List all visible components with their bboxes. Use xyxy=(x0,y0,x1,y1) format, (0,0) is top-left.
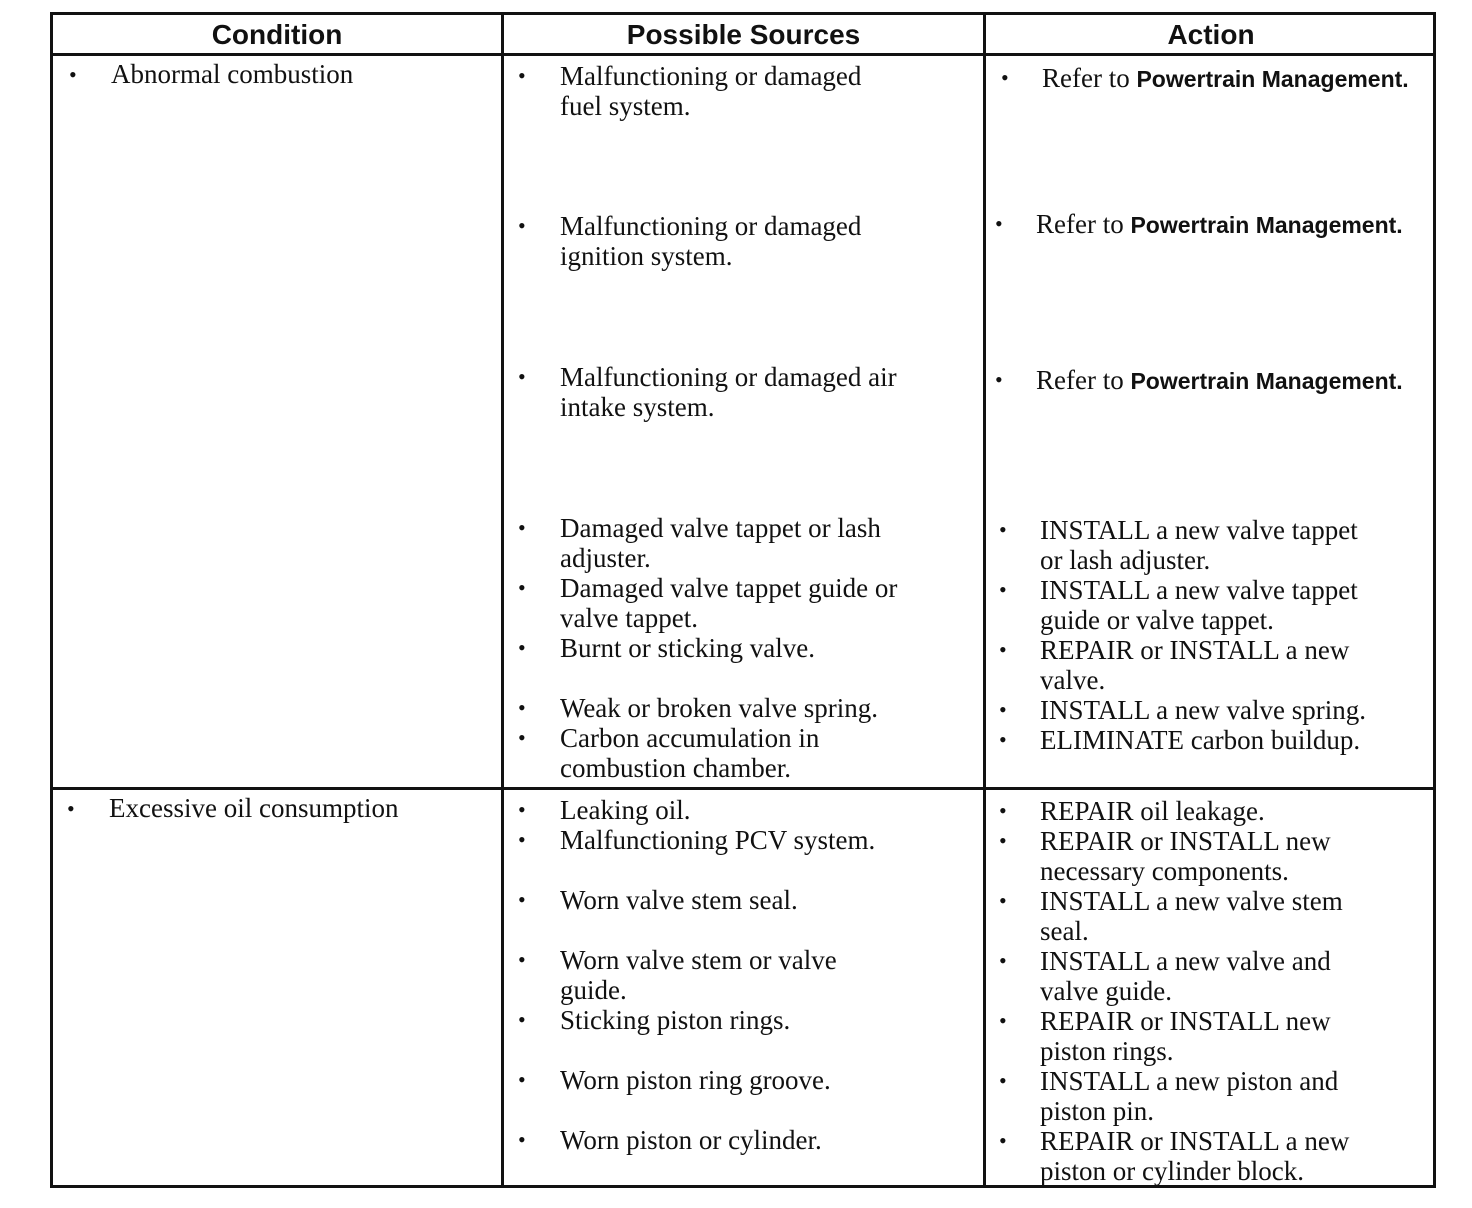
bullet-icon: • xyxy=(999,1068,1007,1093)
source-item: Damaged valve tappet guide or valve tappet. xyxy=(560,573,898,633)
bullet-icon: • xyxy=(518,1127,526,1152)
source-item: Worn valve stem or valve guide. xyxy=(560,945,837,1005)
header-action: Action xyxy=(1167,19,1255,50)
source-item: Damaged valve tappet or lash adjuster. xyxy=(560,513,881,573)
action-item: INSTALL a new valve stem seal. xyxy=(1040,886,1343,946)
bullet-icon: • xyxy=(999,637,1007,662)
bullet-icon: • xyxy=(518,63,526,88)
column-divider xyxy=(983,15,986,1185)
bullet-icon: • xyxy=(999,697,1007,722)
source-item: Malfunctioning PCV system. xyxy=(560,825,876,855)
bullet-icon: • xyxy=(518,887,526,912)
source-item: Carbon accumulation in combustion chamber. xyxy=(560,723,820,783)
bullet-icon: • xyxy=(518,1007,526,1032)
action-item: INSTALL a new piston and piston pin. xyxy=(1040,1066,1339,1126)
bullet-icon: • xyxy=(999,888,1007,913)
action-item: INSTALL a new valve tappet or lash adjuster. xyxy=(1040,515,1358,575)
action-item: REPAIR or INSTALL new piston rings. xyxy=(1040,1006,1331,1066)
action-item: REPAIR or INSTALL new necessary components. xyxy=(1040,826,1331,886)
source-item: Malfunctioning or damaged air intake system. xyxy=(560,362,897,422)
bullet-icon: • xyxy=(999,828,1007,853)
condition-text: Abnormal combustion xyxy=(111,59,354,89)
header-possible-sources: Possible Sources xyxy=(626,19,861,50)
bullet-icon: • xyxy=(999,577,1007,602)
bullet-icon: • xyxy=(518,827,526,852)
row-divider xyxy=(53,787,1433,790)
action-item: INSTALL a new valve tappet guide or valve tappet. xyxy=(1040,575,1358,635)
bullet-icon: • xyxy=(995,367,1003,392)
source-item: Worn valve stem seal. xyxy=(560,885,798,915)
source-item: Malfunctioning or damaged ignition system. xyxy=(560,211,862,271)
source-item: Worn piston or cylinder. xyxy=(560,1125,822,1155)
column-divider xyxy=(501,15,504,1185)
bullet-icon: • xyxy=(999,517,1007,542)
action-item: Refer to Powertrain Management. xyxy=(1036,365,1403,395)
bullet-icon: • xyxy=(999,727,1007,752)
bullet-icon: • xyxy=(518,1067,526,1092)
source-item: Sticking piston rings. xyxy=(560,1005,791,1035)
source-item: Burnt or sticking valve. xyxy=(560,633,815,663)
diagnosis-table xyxy=(50,12,1436,1188)
bullet-icon: • xyxy=(518,575,526,600)
bullet-icon: • xyxy=(518,695,526,720)
action-item: INSTALL a new valve and valve guide. xyxy=(1040,946,1331,1006)
bullet-icon: • xyxy=(999,948,1007,973)
action-item: Refer to Powertrain Management. xyxy=(1042,63,1409,93)
action-item: REPAIR or INSTALL a new piston or cylinder block. xyxy=(1040,1126,1350,1186)
bullet-icon: • xyxy=(67,796,75,821)
bullet-icon: • xyxy=(518,515,526,540)
bullet-icon: • xyxy=(518,635,526,660)
bullet-icon: • xyxy=(518,947,526,972)
bullet-icon: • xyxy=(518,797,526,822)
reference-link[interactable]: Powertrain Management. xyxy=(1130,212,1403,238)
action-item: INSTALL a new valve spring. xyxy=(1040,695,1367,725)
reference-link[interactable]: Powertrain Management. xyxy=(1130,368,1403,394)
bullet-icon: • xyxy=(999,798,1007,823)
source-item: Weak or broken valve spring. xyxy=(560,693,878,723)
action-item: ELIMINATE carbon buildup. xyxy=(1040,725,1361,755)
reference-link[interactable]: Powertrain Management. xyxy=(1136,66,1409,92)
bullet-icon: • xyxy=(69,62,77,87)
bullet-icon: • xyxy=(999,1008,1007,1033)
header-condition: Condition xyxy=(211,19,343,50)
condition-text: Excessive oil consumption xyxy=(109,793,399,823)
action-item: REPAIR or INSTALL a new valve. xyxy=(1040,635,1350,695)
bullet-icon: • xyxy=(518,213,526,238)
source-item: Worn piston ring groove. xyxy=(560,1065,831,1095)
bullet-icon: • xyxy=(518,364,526,389)
bullet-icon: • xyxy=(1001,65,1009,90)
action-item: Refer to Powertrain Management. xyxy=(1036,209,1403,239)
source-item: Malfunctioning or damaged fuel system. xyxy=(560,61,862,121)
action-item: REPAIR oil leakage. xyxy=(1040,796,1265,826)
bullet-icon: • xyxy=(518,725,526,750)
bullet-icon: • xyxy=(999,1128,1007,1153)
bullet-icon: • xyxy=(995,211,1003,236)
source-item: Leaking oil. xyxy=(560,795,691,825)
